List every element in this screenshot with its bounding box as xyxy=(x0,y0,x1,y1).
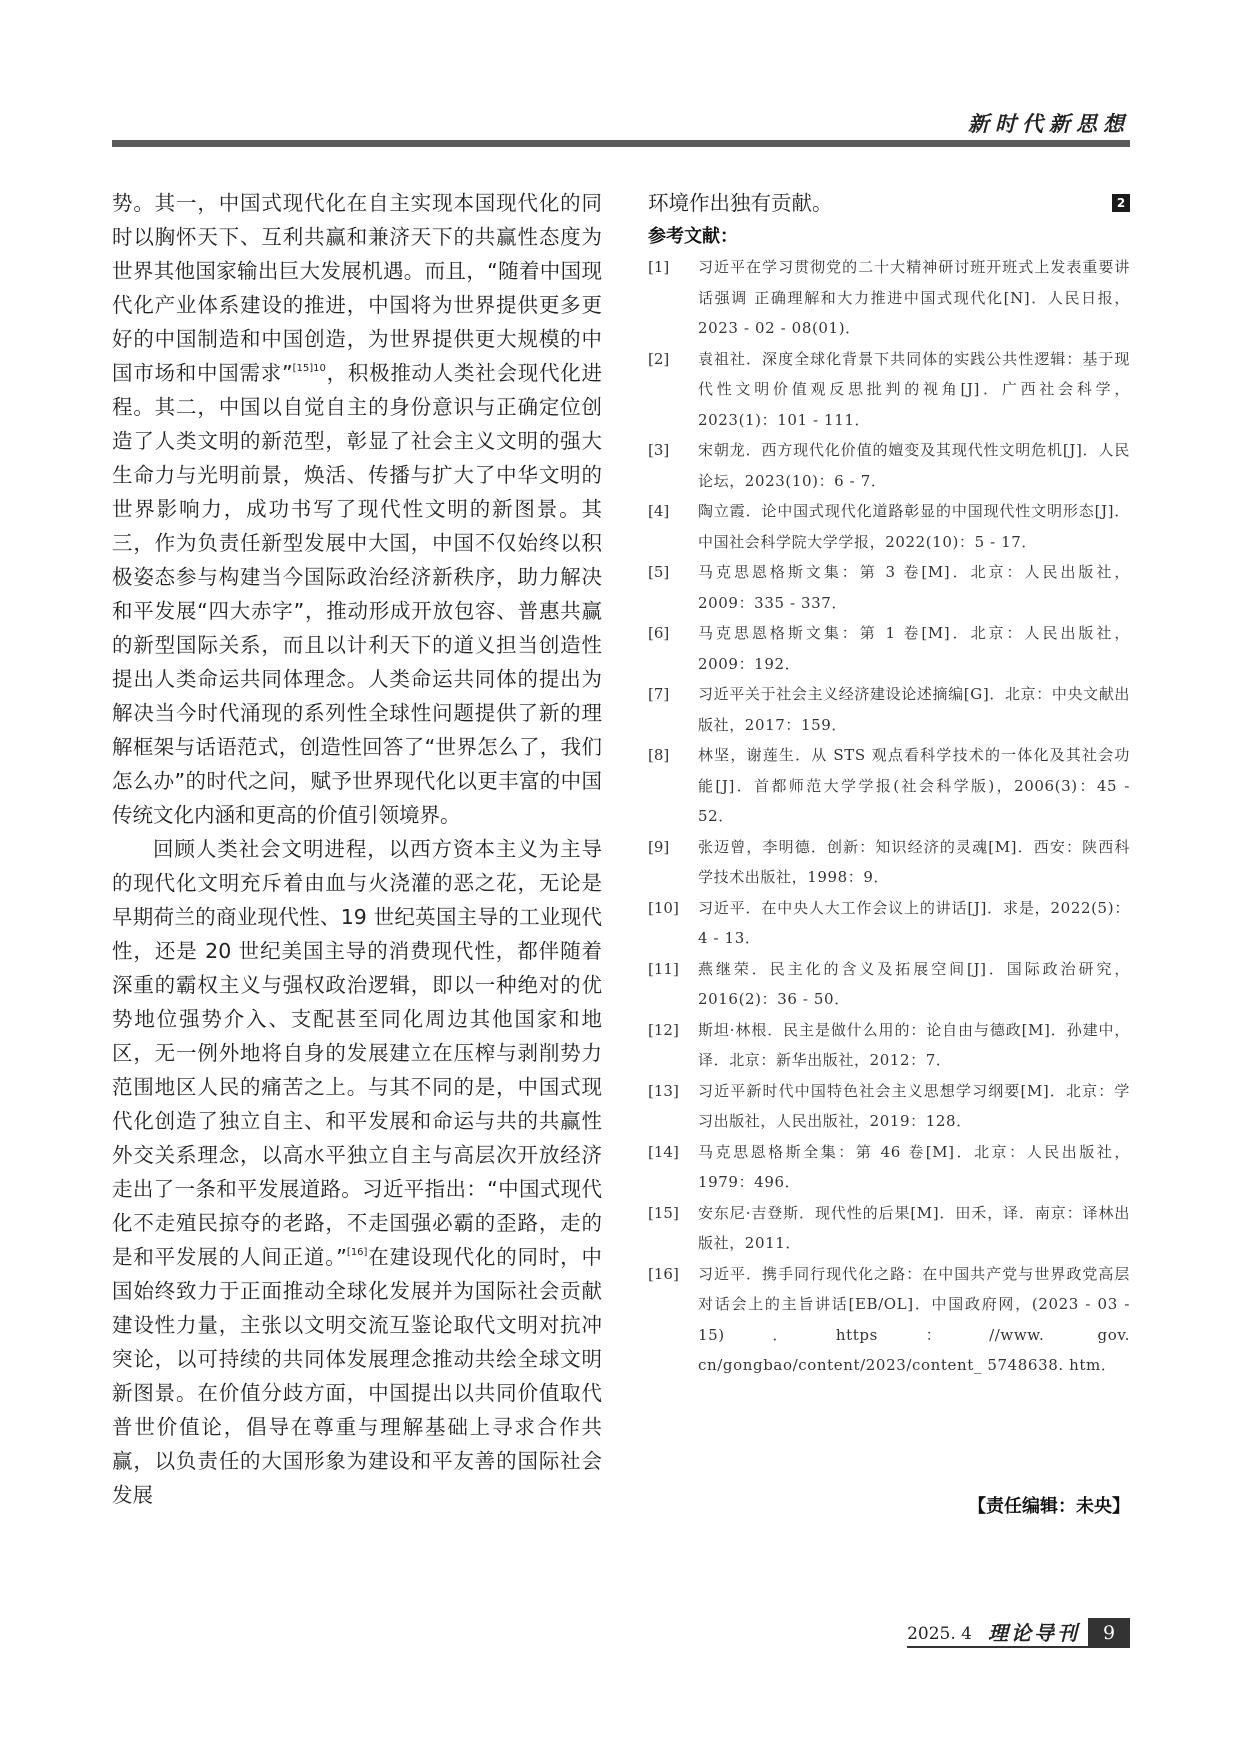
paragraph-text: 在建设现代化的同时，中国始终致力于正面推动全球化发展并为国际社会贡献建设性力量，主张以文明交流互鉴论取代文明对抗冲突论，以可持续的共同体发展理念推动共绘全球文明新图景。在价值分歧方面，中国提出以共同价值取代普世价值论，倡导在尊重与理解基础上寻求合作共赢，以负责任的大国形象为建设和平友善的国际社会发展 xyxy=(112,1245,602,1507)
reference-text: 张迈曾，李明德．创新：知识经济的灵魂[M]．西安：陕西科学技术出版社，1998：9． xyxy=(698,837,1130,886)
left-column xyxy=(112,186,602,1512)
reference-number: [5] xyxy=(648,563,670,581)
reference-item xyxy=(648,1137,1130,1198)
reference-item xyxy=(648,1076,1130,1137)
reference-number: [10] xyxy=(648,898,679,917)
reference-number: [2] xyxy=(648,349,670,368)
reference-number: [4] xyxy=(648,502,670,520)
paragraph-text: 环境作出独有贡献。 xyxy=(648,191,833,215)
paragraph-text: ，积极推动人类社会现代化进程。其二，中国以自觉自主的身份意识与正确定位创造了人类文明的新范型，彰显了社会主义文明的强大生命力与光明前景，焕活、传播与扩大了中华文明的世界影响力，成功书写了现代性文明的新图景。其三，作为负责任新型发展中大国，中国不仅始终以积极姿态参与构建当今国际政治经济新秩序，助力解决和平发展“四大赤字”，推动形成开放包容、普惠共赢的新型国际关系，而且以计利天下的道义担当创造性提出人类命运共同体理念。人类命运共同体的提出为解决当今时代涌现的系列性全球性问题提供了新的理解框架与话语范式，创造性回答了“世界怎么了，我们怎么办”的时代之问，赋予世界现代化以更丰富的中国传统文化内涵和更高的价值引领境界。 xyxy=(112,361,603,827)
reference-number: [6] xyxy=(648,624,670,642)
reference-text: 燕继荣．民主化的含义及拓展空间[J]．国际政治研究，2016(2)：36 - 50． xyxy=(698,959,1130,1008)
paragraph-text: 势。其一，中国式现代化在自主实现本国现代化的同时以胸怀天下、互利共赢和兼济天下的共赢性态度为世界其他国家输出巨大发展机遇。而且，“随着中国现代化产业体系建设的推进，中国将为世界提供更多更好的中国制造和中国创造，为世界提供更大规模的中国市场和中国需求” xyxy=(112,191,602,385)
header-rule xyxy=(112,140,1130,147)
reference-text: 安东尼·吉登斯．现代性的后果[M]．田禾，译．南京：译林出版社，2011． xyxy=(698,1203,1130,1252)
reference-item xyxy=(648,893,1130,954)
reference-number: [15] xyxy=(648,1203,679,1222)
reference-text: 宋朝龙．西方现代化价值的嬗变及其现代性文明危机[J]．人民论坛，2023(10)：6 - 7． xyxy=(698,441,1130,490)
reference-text: 习近平．在中央人大工作会议上的讲话[J]．求是，2022(5)：4 - 13． xyxy=(698,898,1130,947)
references-list xyxy=(648,252,1130,1381)
reference-item xyxy=(648,740,1130,832)
reference-number: [14] xyxy=(648,1142,679,1161)
reference-item xyxy=(648,954,1130,1015)
section-title: 新时代新思想 xyxy=(968,111,1130,136)
reference-text: 陶立霞．论中国式现代化道路彰显的中国现代性文明形态[J]．中国社会科学院大学学报，2022(10)：5 - 17． xyxy=(698,502,1130,551)
citation: [15]10 xyxy=(292,363,326,374)
page-number: 9 xyxy=(1088,1618,1130,1648)
reference-text: 马克思恩格斯文集：第 3 卷[M]．北京：人民出版社，2009：335 - 337． xyxy=(698,563,1130,612)
reference-number: [13] xyxy=(648,1081,679,1100)
body-paragraph xyxy=(112,186,602,832)
reference-item xyxy=(648,252,1130,344)
reference-number: [12] xyxy=(648,1020,679,1039)
reference-number: [7] xyxy=(648,685,670,703)
paragraph-text: 回顾人类社会文明进程，以西方资本主义为主导的现代化文明充斥着由血与火浇灌的恶之花，无论是早期荷兰的商业现代性、19 世纪英国主导的工业现代性，还是 20 世纪美国主导的消费现代性，都伴随着深重的霸权主义与强权政治逻辑，即以一种绝对的优势地位强势介入、支配甚至同化周边其他国家和地区，无一例外地将自身的发展建立在压榨与剥削势力范围地区人民的痛苦之上。与其不同的是，中国式现代化创造了独立自主、和平发展和命运与共的共赢性外交关系理念，以高水平独立自主与高层次开放经济走出了一条和平发展道路。习近平指出：“中国式现代化不走殖民掠夺的老路，不走国强必霸的歪路，走的是和平发展的人间正道。” xyxy=(112,837,602,1269)
reference-text: 习近平关于社会主义经济建设论述摘编[G]．北京：中央文献出版社，2017：159． xyxy=(698,685,1130,734)
reference-text: 林坚，谢莲生．从 STS 观点看科学技术的一体化及其社会功能[J]．首都师范大学学报(社会科学版)，2006(3)：45 - 52． xyxy=(698,746,1130,825)
reference-number: [9] xyxy=(648,837,670,856)
article-end-mark: 2 xyxy=(1112,194,1130,212)
reference-number: [3] xyxy=(648,441,670,459)
reference-text: 斯坦·林根．民主是做什么用的：论自由与德政[M]．孙建中，译．北京：新华出版社，2012：7． xyxy=(698,1020,1130,1069)
citation: [16] xyxy=(346,1247,368,1258)
responsible-editor: 【责任编辑：未央】 xyxy=(968,1496,1130,1517)
reference-text: 习近平在学习贯彻党的二十大精神研讨班开班式上发表重要讲话强调 正确理解和大力推进中国式现代化[N]．人民日报，2023 - 02 - 08(01)． xyxy=(698,258,1130,337)
reference-item xyxy=(648,1259,1130,1381)
reference-item xyxy=(648,618,1130,679)
reference-item xyxy=(648,435,1130,496)
reference-item xyxy=(648,557,1130,618)
reference-number: [1] xyxy=(648,258,670,276)
right-column xyxy=(648,186,1130,1381)
page-footer xyxy=(907,1620,1130,1648)
reference-number: [11] xyxy=(648,959,679,978)
reference-text: 袁祖社．深度全球化背景下共同体的实践公共性逻辑：基于现代性文明价值观反思批判的视角[J]．广西社会科学，2023(1)：101 - 111． xyxy=(698,349,1130,429)
reference-item xyxy=(648,679,1130,740)
reference-number: [16] xyxy=(648,1264,679,1283)
reference-number: [8] xyxy=(648,746,670,764)
reference-item xyxy=(648,496,1130,557)
reference-item xyxy=(648,1198,1130,1259)
continuation-line xyxy=(648,186,1130,220)
body-paragraph xyxy=(112,832,602,1512)
reference-text: 习近平新时代中国特色社会主义思想学习纲要[M]．北京：学习出版社，人民出版社，2019：128． xyxy=(698,1081,1130,1130)
reference-item xyxy=(648,344,1130,436)
reference-text: 马克思恩格斯全集：第 46 卷[M]．北京：人民出版社，1979：496． xyxy=(698,1142,1130,1191)
reference-item xyxy=(648,1015,1130,1076)
issue-date: 2025. 4 xyxy=(907,1624,978,1648)
reference-text: 习近平．携手同行现代化之路：在中国共产党与世界政党高层对话会上的主旨讲话[EB/OL]．中国政府网，(2023 - 03 - 15)．https：//www. gov. cn/gongbao/content/2023/content_ 5748638. htm． xyxy=(698,1264,1130,1374)
reference-item xyxy=(648,832,1130,893)
references-heading: 参考文献： xyxy=(648,226,738,247)
journal-name: 理论导刊 xyxy=(978,1617,1088,1648)
reference-text: 马克思恩格斯文集：第 1 卷[M]．北京：人民出版社，2009：192． xyxy=(698,624,1130,673)
